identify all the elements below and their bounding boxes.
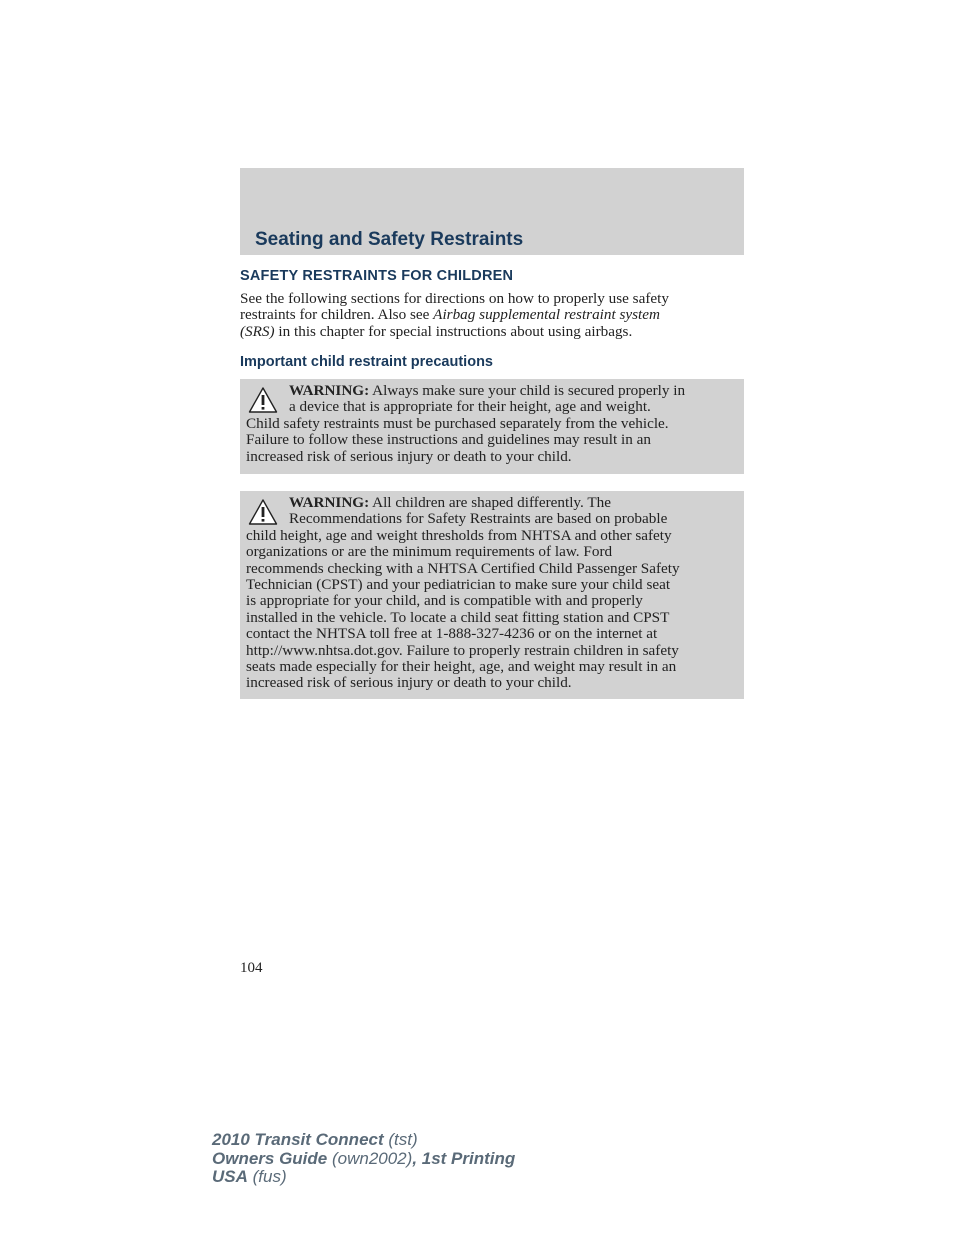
document-footer	[212, 1131, 515, 1187]
intro-line-1: See the following sections for directions on how to properly use safety	[240, 290, 669, 307]
warning-1-label: WARNING:	[289, 382, 370, 399]
warning-2-line-4: organizations or are the minimum requirements of law. Ford	[246, 543, 613, 561]
footer-printing: , 1st Printing	[412, 1148, 516, 1168]
section-heading: SAFETY RESTRAINTS FOR CHILDREN	[240, 268, 514, 284]
warning-2-line-9: contact the NHTSA toll free at 1-888-327-4236 or on the internet at	[246, 625, 658, 643]
warning-box-1	[240, 379, 744, 474]
warning-2-line-3: child height, age and weight thresholds from NHTSA and other safety	[246, 526, 672, 544]
warning-2-line-1: WARNING: All children are shaped differently. The	[289, 494, 611, 511]
intro-line-3-text: in this chapter for special instructions about using airbags.	[274, 322, 633, 340]
footer-model: 2010 Transit Connect	[212, 1130, 384, 1149]
footer-line-2	[212, 1150, 515, 1169]
section-title: Seating and Safety Restraints	[255, 229, 524, 250]
warning-2-line-2: Recommendations for Safety Restraints are based on probable	[289, 510, 668, 528]
warning-2-label: WARNING:	[289, 494, 370, 511]
airbag-srs-reference: Airbag supplemental restraint system	[433, 306, 660, 324]
section-banner	[240, 168, 744, 255]
footer-guide: Owners Guide	[212, 1148, 328, 1168]
warning-box-2	[240, 491, 744, 699]
warning-1-line-3: Child safety restraints must be purchased separately from the vehicle.	[246, 414, 669, 432]
intro-paragraph	[240, 291, 744, 340]
warning-1-line-4: Failure to follow these instructions and guidelines may result in an	[246, 431, 651, 449]
warning-2-line-6: Technician (CPST) and your pediatrician to make sure your child seat	[246, 576, 671, 594]
warning-2-text	[246, 495, 740, 692]
warning-2-line-12: increased risk of serious injury or death to your child.	[246, 674, 572, 692]
warning-1-line-1: WARNING: Always make sure your child is secured properly in	[289, 382, 686, 399]
warning-2-line-10: http://www.nhtsa.dot.gov. Failure to properly restrain children in safety	[246, 641, 679, 659]
footer-line-3	[212, 1168, 515, 1187]
warning-2-line-8: installed in the vehicle. To locate a child seat fitting station and CPST	[246, 608, 670, 626]
warning-2-line-5: recommends checking with a NHTSA Certified Child Passenger Safety	[246, 559, 680, 577]
footer-region-code: (fus)	[247, 1167, 287, 1186]
intro-line-3	[240, 324, 744, 340]
page-number: 104	[240, 960, 263, 976]
srs-reference: (SRS)	[240, 322, 275, 340]
footer-region: USA	[212, 1167, 248, 1186]
warning-1-text	[246, 383, 740, 465]
intro-line-2	[240, 307, 744, 323]
footer-model-code: (tst)	[383, 1130, 418, 1149]
subheading: Important child restraint precautions	[240, 354, 493, 370]
warning-1-line-2: a device that is appropriate for their height, age and weight.	[289, 398, 651, 416]
footer-line-1	[212, 1131, 515, 1150]
warning-2-line-7: is appropriate for your child, and is compatible with and properly	[246, 592, 643, 610]
intro-line-2-text: restraints for children. Also see	[240, 306, 434, 324]
warning-2-line-11: seats made especially for their height, age, and weight may result in an	[246, 658, 677, 676]
warning-1-line-5: increased risk of serious injury or death to your child.	[246, 447, 572, 465]
footer-guide-code: (own2002)	[327, 1148, 413, 1168]
